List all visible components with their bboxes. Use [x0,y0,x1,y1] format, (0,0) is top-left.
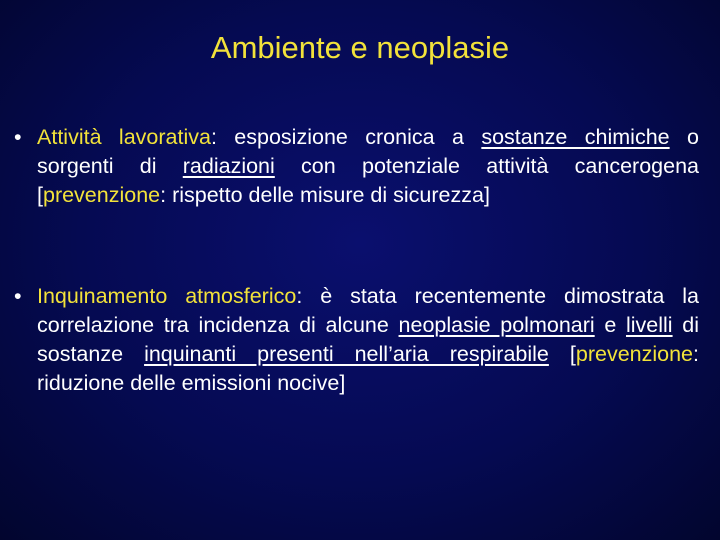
bullet-keyword: Inquinamento atmosferico [37,284,297,308]
prevention-keyword: prevenzione [575,342,694,366]
bullet-text [37,282,699,398]
text-segment: [ [548,342,576,366]
text-segment: o sorgenti di [37,125,699,178]
bullet-attivita-lavorativa [14,123,699,210]
bullet-text [37,123,699,210]
slide-title: Ambiente e neoplasie [210,30,510,65]
bullet-marker: • [14,125,22,149]
text-segment: : esposizione cronica a [210,125,482,149]
underlined-term: livelli [625,313,673,337]
bullet-marker: • [14,284,22,308]
text-segment: : riduzione delle emissioni nocive] [37,342,699,395]
text-segment: : è stata recentemente dimostrata la correlazione tra incidenza di alcune [37,284,699,337]
prevention-keyword: prevenzione [42,183,161,207]
bullet-keyword: Attività lavorativa [37,125,211,149]
text-segment: : rispetto delle misure di sicurezza] [160,183,490,207]
bullet-inquinamento-atmosferico [14,282,699,398]
underlined-term: neoplasie polmonari [398,313,595,337]
underlined-term: radiazioni [182,154,275,178]
text-segment: di sostanze [37,313,699,366]
text-segment: e [594,313,626,337]
underlined-term: inquinanti presenti nell’aria respirabile [144,342,549,366]
text-segment: con potenziale attività cancerogena [ [37,154,699,207]
underlined-term: sostanze chimiche [481,125,670,149]
